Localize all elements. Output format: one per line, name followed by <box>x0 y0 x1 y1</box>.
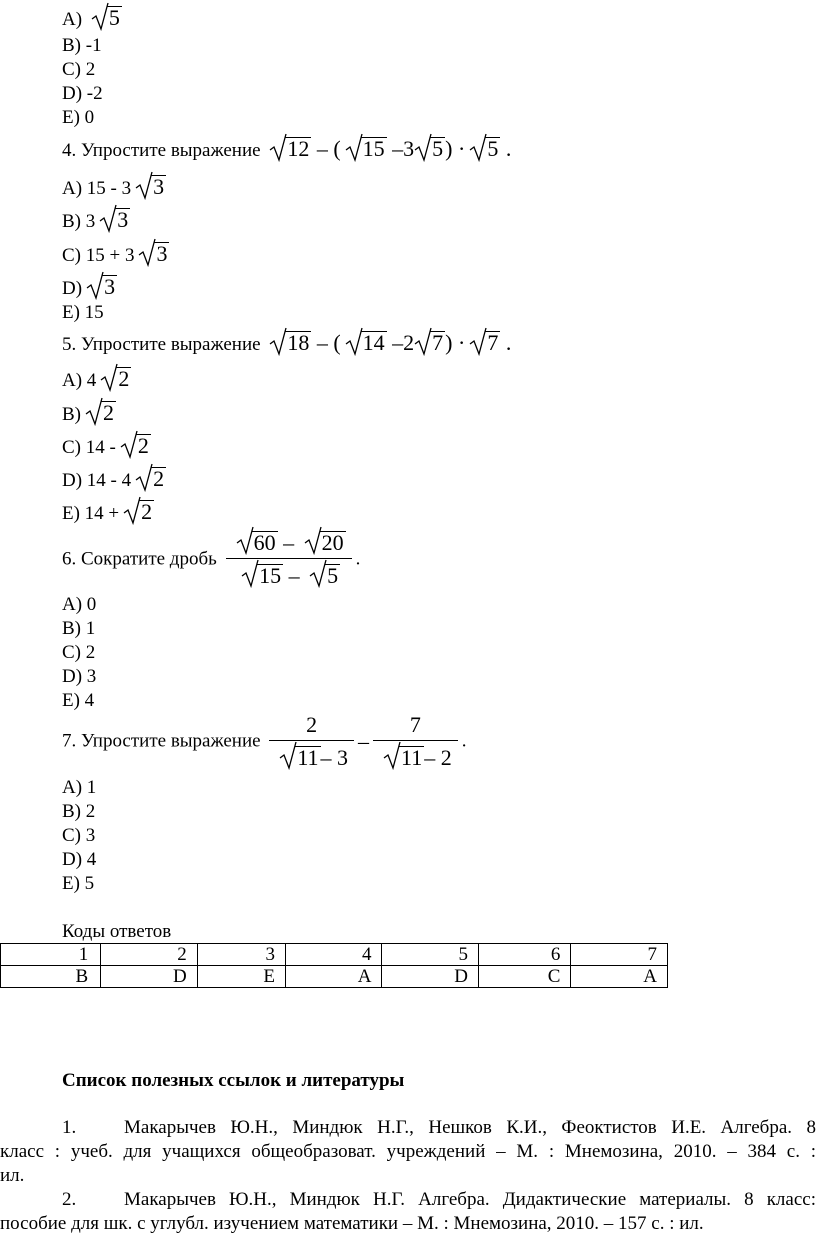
q4-option-c: C) 15 + 3 3 <box>62 241 168 266</box>
answers-header-row: 1 2 3 4 5 6 7 <box>1 944 668 966</box>
q7-option-a: A) 1 <box>62 777 97 798</box>
q7-option-b: B) 2 <box>62 801 96 822</box>
q4-question <box>62 137 511 163</box>
q4-text: 4. Упростите выражение <box>62 140 261 161</box>
q5-text: 5. Упростите выражение <box>62 334 261 355</box>
q4-option-a: A) 15 - 3 3 <box>62 174 165 199</box>
q7-fraction-1: $\frac{2}{11- 3}$ <box>269 712 354 771</box>
q6-option-c: C) 2 <box>62 642 96 663</box>
q7-option-e: E) 5 <box>62 873 95 894</box>
q3-option-e: E) 0 <box>62 107 95 128</box>
q4-expression: 12 – ( 15 –3 5) · 5 . <box>265 136 511 161</box>
q5-option-e: E) 14 + 2 <box>62 499 153 524</box>
q7-option-c: C) 3 <box>62 825 96 846</box>
q6-option-a: A) 0 <box>62 594 97 615</box>
q3-option-b: B) -1 <box>62 35 102 56</box>
q4-option-d: D) 3 <box>62 274 116 299</box>
q5-option-d: D) 14 - 4 2 <box>62 466 165 491</box>
q6-option-d: D) 3 <box>62 666 97 687</box>
answers-code-row: B D E A D C A <box>1 966 668 988</box>
q3-option-c: C) 2 <box>62 59 96 80</box>
q7-option-d: D) 4 <box>62 849 97 870</box>
q3-option-d: D) -2 <box>62 83 103 104</box>
q5-option-c: C) 14 - 2 <box>62 433 149 458</box>
q5-option-b: B) 2 <box>62 400 114 425</box>
q4-option-e: E) 15 <box>62 302 104 323</box>
references-heading: Список полезных ссылок и литературы <box>62 1070 405 1091</box>
q7-fraction-2: $\frac{7}{11- 2}$ <box>373 712 458 771</box>
answers-table <box>0 943 668 988</box>
q7-question: 7. Упростите выражение $\frac{2}{11- 3}$ – $\frac{7}{11- 2}$ . <box>62 712 467 770</box>
q6-fraction: 60 – 20 15 – 5 <box>226 530 352 589</box>
q6-option-e: E) 4 <box>62 690 95 711</box>
q4-option-b: B) 3 3 <box>62 207 129 232</box>
answers-title: Коды ответов <box>62 921 172 942</box>
q3-option-a: A) 5 <box>62 5 120 30</box>
q7-text: 7. Упростите выражение <box>62 730 261 752</box>
q5-option-a: A) 4 2 <box>62 366 130 391</box>
q6-question: 6. Сократите дробь 60 – 20 15 – 5 . <box>62 530 360 589</box>
q6-option-b: B) 1 <box>62 618 96 639</box>
q5-question <box>62 331 511 357</box>
q6-text: 6. Сократите дробь <box>62 548 217 570</box>
q5-expression: 18 – ( 14 –2 7) · 7 . <box>265 330 511 355</box>
sqrt-symbol: 5 <box>91 6 122 32</box>
